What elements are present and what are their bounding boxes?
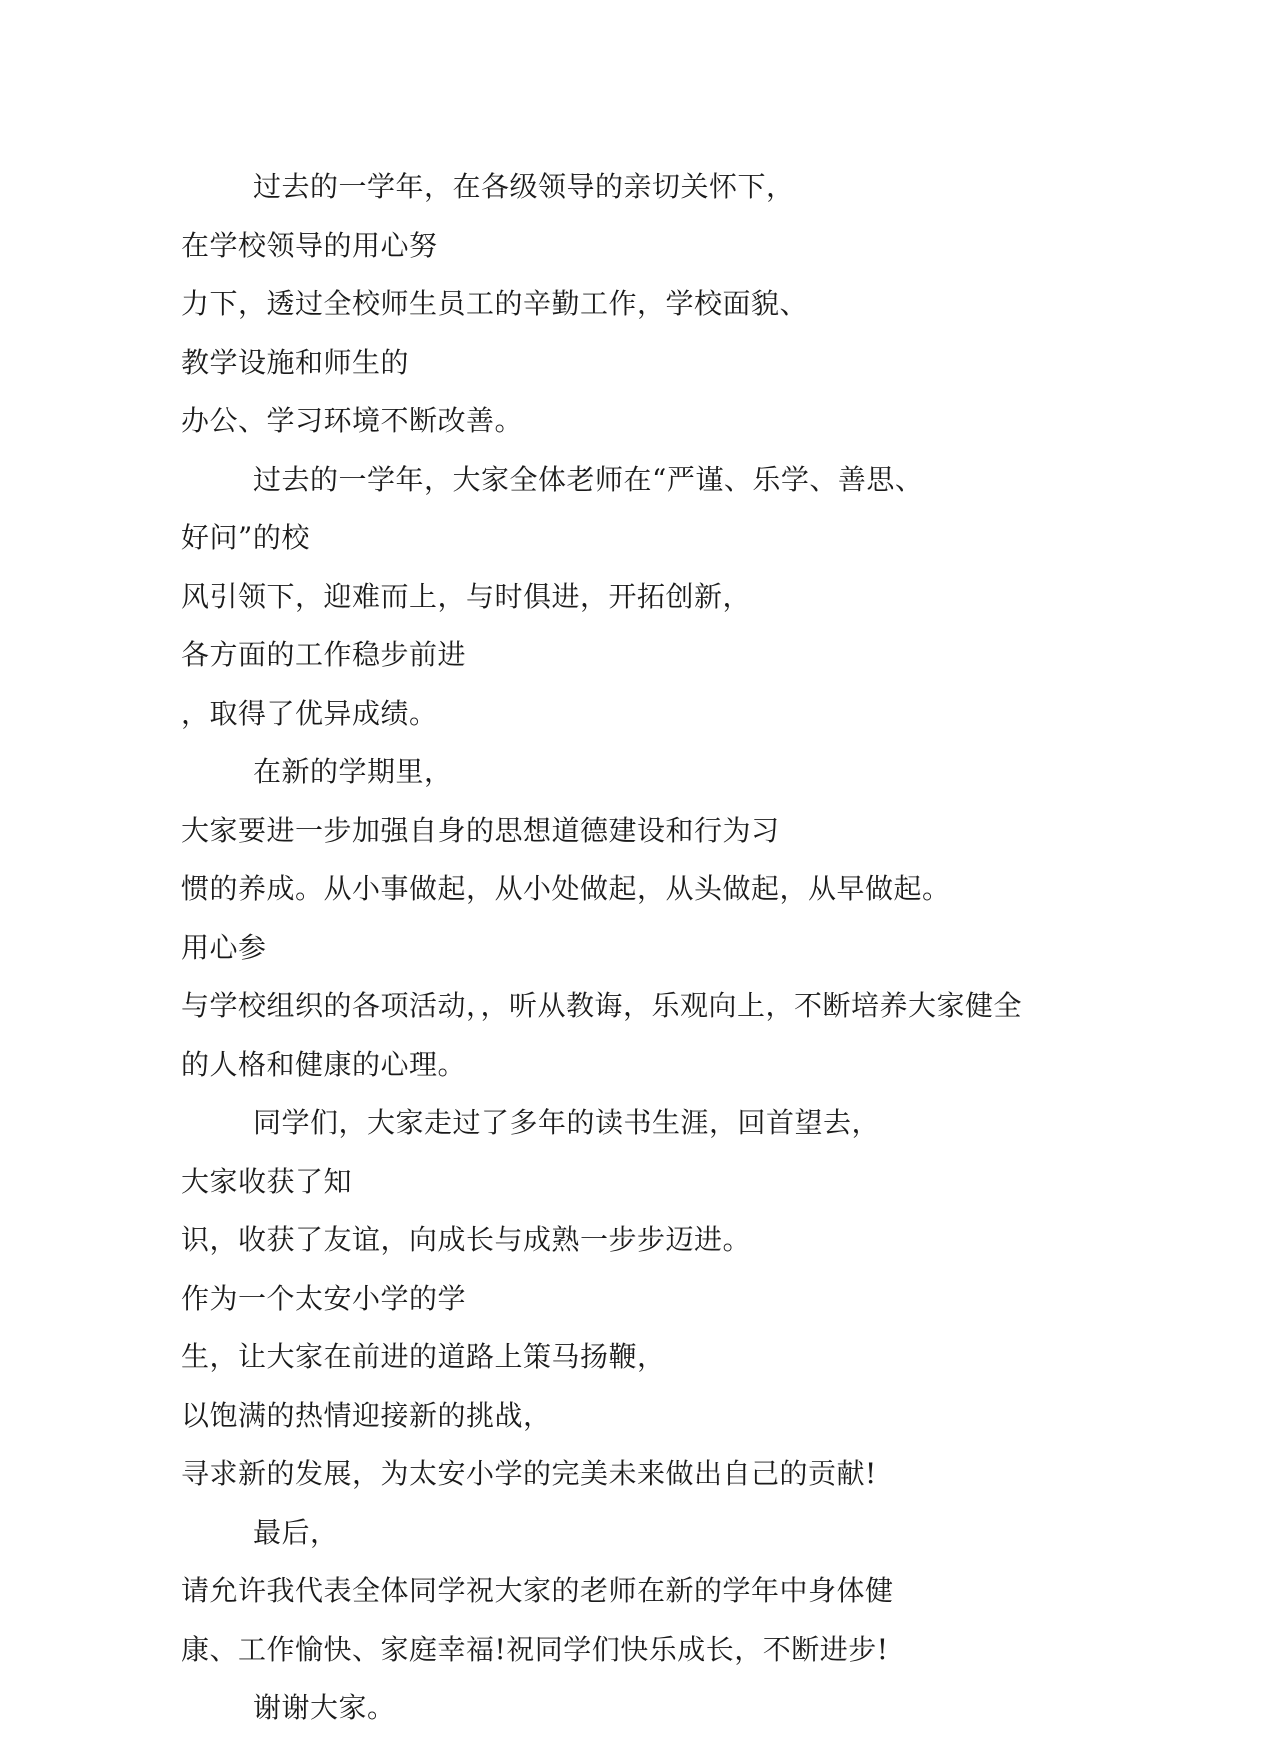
document-body	[181, 158, 1031, 1738]
paragraph-6: 谢谢大家。	[253, 1691, 396, 1724]
paragraph-3: 在新的学期里，大家要进一步加强自身的思想道德建设和行为习 惯的养成。从小事做起，从小处做起，从头做起，从早做起。用心参 与学校组织的各项活动，，听从教诲，乐观向上，不断培养大家健全 的人格和健康的心理。	[181, 755, 1023, 1081]
paragraph-4: 同学们，大家走过了多年的读书生涯，回首望去，大家收获了知 识，收获了友谊，向成长与成熟一步步迈进。作为一个太安小学的学 生，让大家在前进的道路上策马扬鞭，以饱满的热情迎接新的挑战， 寻求新的发展，为太安小学的完美未来做出自己的贡献!	[181, 1106, 881, 1490]
paragraph-2: 过去的一学年，大家全体老师在“严谨、乐学、善思、好问”的校 风引领下，迎难而上，与时俱进，开拓创新，各方面的工作稳步前进 ，取得了优异成绩。	[181, 462, 924, 730]
paragraph-5: 最后，请允许我代表全体同学祝大家的老师在新的学年中身体健 康、工作愉快、家庭幸福!祝同学们快乐成长，不断进步!	[181, 1515, 894, 1666]
paragraph-1: 过去的一学年，在各级领导的亲切关怀下，在学校领导的用心努 力下，透过全校师生员工的辛勤工作，学校面貌、教学设施和师生的 办公、学习环境不断改善。	[181, 170, 809, 437]
